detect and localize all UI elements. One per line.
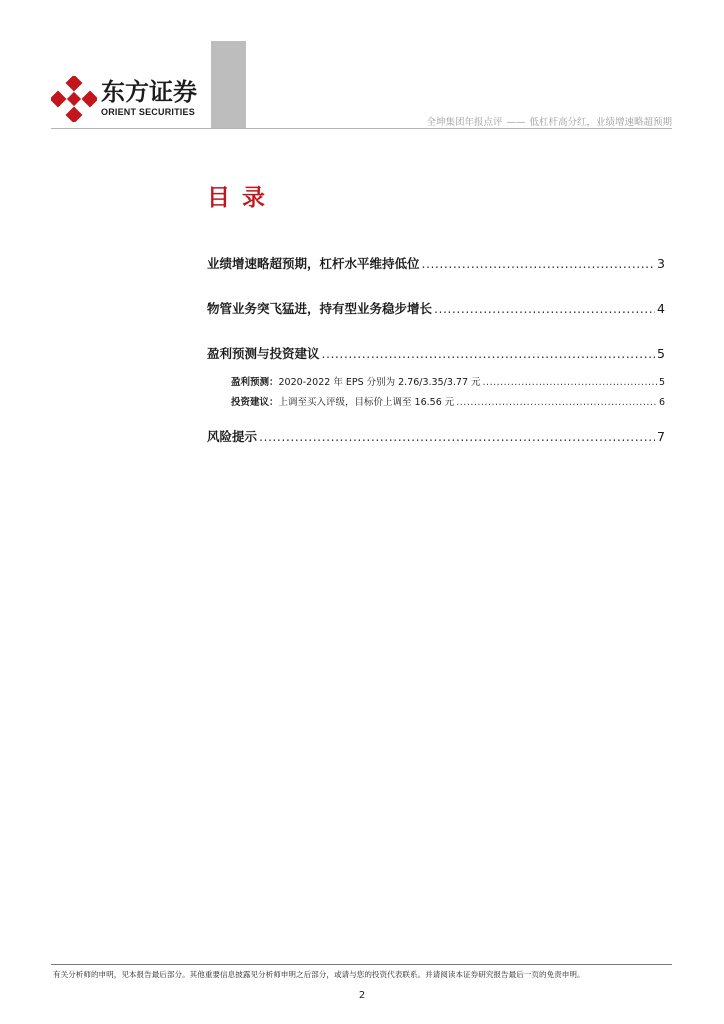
toc-subentry[interactable] — [231, 394, 665, 408]
toc-entry-page: 6 — [658, 397, 665, 408]
toc-entry-label: 盈利预测与投资建议 — [207, 346, 320, 361]
toc-subentry-text: 上调至买入评级，目标价上调至 16.56 元 — [278, 397, 455, 408]
toc-subentry[interactable] — [231, 374, 665, 388]
footer-rule — [51, 964, 672, 965]
toc-entry-page: 5 — [658, 377, 665, 388]
toc-entry-page: 5 — [657, 346, 665, 361]
toc-entry-page: 3 — [657, 256, 665, 271]
toc-entry[interactable] — [207, 427, 665, 445]
toc-subentry-label — [231, 374, 481, 388]
toc-leader-dots — [259, 429, 655, 444]
header-separator: —— — [506, 117, 526, 128]
report-subtitle: 低杠杆高分红，业绩增速略超预期 — [529, 117, 672, 128]
toc-subentry-prefix: 盈利预测： — [231, 377, 279, 388]
orient-logo-icon — [51, 76, 97, 122]
logo-english-name: ORIENT SECURITIES — [101, 107, 195, 117]
header-rule — [51, 128, 672, 129]
toc-leader-dots — [322, 346, 656, 361]
toc-subentry-label — [231, 394, 454, 408]
footer-disclaimer: 有关分析师的申明，见本报告最后部分。其他重要信息披露见分析师申明之后部分，或请与您的投资代表联系。并请阅读本证券研究报告最后一页的免责申明。 — [53, 970, 585, 979]
toc-subentry-text: 2020-2022 年 EPS 分别为 2.76/3.35/3.77 元 — [278, 377, 481, 388]
logo-chinese-name: 东方证券 — [101, 78, 197, 106]
toc-entry[interactable] — [207, 254, 665, 272]
report-header-info — [252, 114, 672, 128]
toc-entry-label: 业绩增速略超预期，杠杆水平维持低位 — [207, 256, 420, 271]
toc-title: 目录 — [207, 185, 277, 211]
toc-entry[interactable] — [207, 344, 665, 362]
toc-leader-dots — [483, 377, 657, 388]
toc-leader-dots — [434, 301, 655, 316]
toc-entry-label: 物管业务突飞猛进，持有型业务稳步增长 — [207, 301, 433, 316]
toc-entry-page: 7 — [657, 429, 665, 444]
page-number: 2 — [358, 990, 366, 1001]
toc-entry-label: 风险提示 — [207, 429, 258, 444]
toc-leader-dots — [422, 256, 656, 271]
toc-entry-page: 4 — [657, 301, 665, 316]
report-tag: 全坤集团年报点评 — [426, 117, 503, 128]
toc-leader-dots — [456, 397, 657, 408]
toc-subentry-prefix: 投资建议： — [231, 397, 279, 408]
toc-entry[interactable] — [207, 299, 665, 317]
